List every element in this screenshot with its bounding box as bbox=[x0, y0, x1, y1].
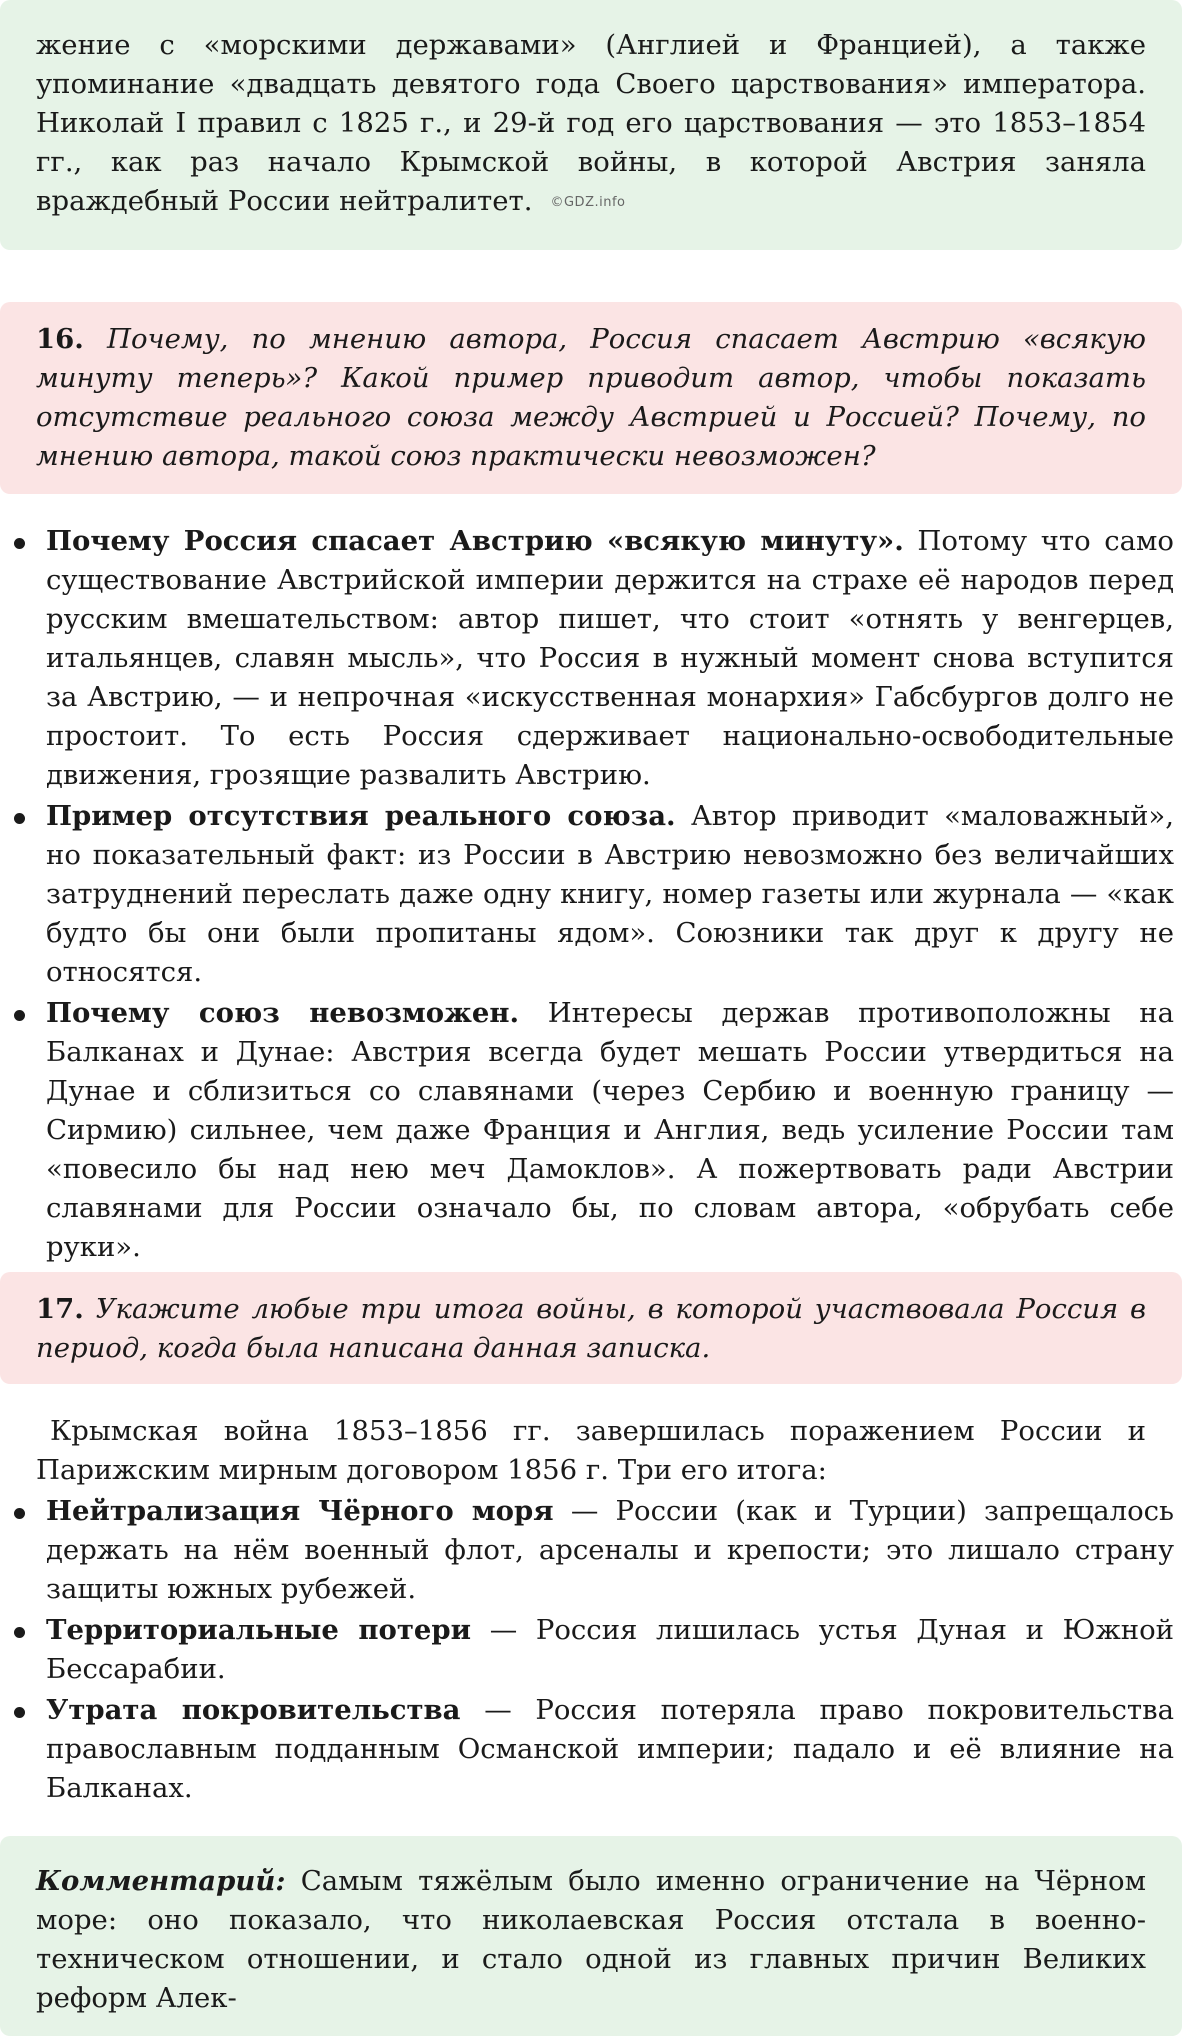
comment-label: Комментарий: bbox=[36, 1865, 286, 1897]
answer17-intro: Крымская война 1853–1856 гг. завершилась поражением России и Парижским мирным договором 1856 г. Три его итога: bbox=[36, 1415, 1146, 1486]
answer17-item bbox=[0, 1611, 1182, 1689]
answer17-item-text: — России (как и Турции) запрещалось держать на нём военный флот, арсеналы и крепости; это лишало страну защиты южных рубежей. bbox=[46, 1495, 1174, 1605]
continuation-paragraph: жение с «морскими державами» (Англией и Францией), а также упоминание «двадцать девятого года Своего царствования» императора. Николай I правил с 1825 г., и 29-й год его царствования — это 1853–1854 гг., как раз начало Крымской войны, в которой Австрия заняла враждебный России нейтралитет. bbox=[36, 29, 1146, 217]
answer16-item-title: Пример отсутствия реального союза. bbox=[46, 800, 676, 832]
answer17-item bbox=[0, 1691, 1182, 1808]
answer16-item-text: Автор приводит «маловажный», но показательный факт: из России в Австрию невозможно без величайших затруднений переслать даже одну книгу, номер газеты или журнала — «как будто бы они были пропитаны ядом». Союзники так друг к другу не относятся. bbox=[46, 800, 1174, 988]
answer16-item bbox=[0, 994, 1182, 1267]
question16-text bbox=[36, 320, 1146, 476]
answer17-item bbox=[0, 1492, 1182, 1609]
answer17-item-title: Территориальные потери bbox=[46, 1614, 472, 1646]
answer16-item bbox=[0, 522, 1182, 795]
answer16-item-text: Интересы держав противоположны на Балканах и Дунае: Австрия всегда будет мешать России утвердиться на Дунае и сблизиться со славянами (через Сербию и военную границу — Сирмию) сильнее, чем даже Франция и Англия, ведь усиление России там «повесило бы над нею меч Дамоклов». А пожертвовать ради Австрии славянами для России означало бы, по словам автора, «обрубать себе руки». bbox=[46, 997, 1174, 1263]
answer17-item-text: — Россия потеряла право покровительства православным подданным Османской империи; падало и её влияние на Балканах. bbox=[46, 1694, 1174, 1804]
comment-body: Самым тяжёлым было именно ограничение на Чёрном море: оно показало, что николаевская Россия отстала в военно-техническом отношении, и стало одной из главных причин Великих реформ Алек- bbox=[36, 1865, 1146, 2014]
answer15-continuation-text bbox=[36, 26, 1146, 222]
answer16-item-title: Почему союз невозможен. bbox=[46, 997, 520, 1029]
question17-body: Укажите любые три итога войны, в которой участвовала Россия в период, когда была написана данная записка. bbox=[36, 1293, 1146, 1364]
answer16-item-text: Потому что само существование Австрийской империи держится на страхе её народов перед русским вмешательством: автор пишет, что стоит «отнять у венгерцев, итальянцев, славян мысль», что Россия в нужный момент снова вступится за Австрию, — и непрочная «искусственная монархия» Габсбургов долго не простоит. То есть Россия сдерживает национально-освободительные движения, грозящие развалить Австрию. bbox=[46, 525, 1174, 791]
gdz-watermark-label: ©GDZ.info bbox=[550, 195, 626, 210]
answer16-list bbox=[0, 522, 1182, 1267]
question16-number: 16. bbox=[36, 323, 84, 355]
question17-text bbox=[36, 1290, 1146, 1368]
answer16-item bbox=[0, 797, 1182, 992]
answer17-item-text: — Россия лишилась устья Дуная и Южной Бессарабии. bbox=[46, 1614, 1175, 1685]
answer17-item-title: Утрата покровительства bbox=[46, 1694, 461, 1726]
question16-body: Почему, по мнению автора, Россия спасает Австрию «всякую минуту теперь»? Какой пример приводит автор, чтобы показать отсутствие реального союза между Австрией и Россией? Почему, по мнению автора, такой союз практически невозможен? bbox=[36, 323, 1146, 472]
question17-number: 17. bbox=[36, 1293, 84, 1325]
answer16-item-title: Почему Россия спасает Австрию «всякую минуту». bbox=[46, 525, 904, 557]
comment-text bbox=[36, 1862, 1146, 2018]
answer17-item-title: Нейтрализация Чёрного моря bbox=[46, 1495, 554, 1527]
answer17-list bbox=[0, 1492, 1182, 1808]
